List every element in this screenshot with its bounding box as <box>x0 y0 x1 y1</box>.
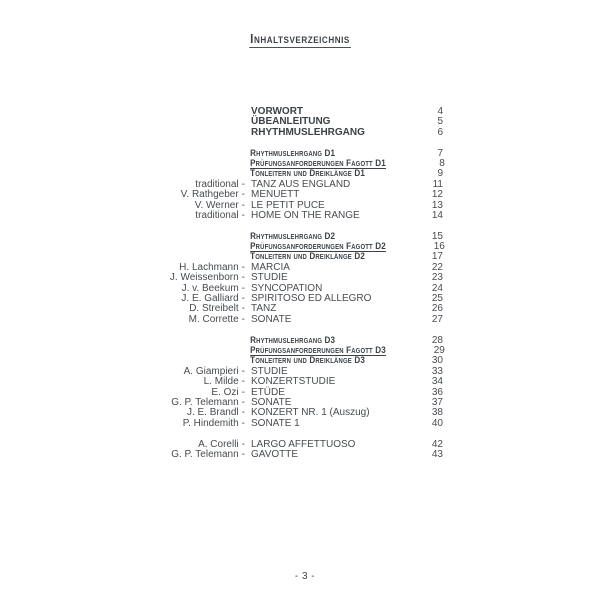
toc-page-number: 9 <box>437 168 443 180</box>
toc-row <box>150 128 443 138</box>
toc-entry-title: ÜBEANLEITUNG <box>251 116 331 128</box>
toc-entry-title: ETÜDE <box>251 386 285 398</box>
toc-row <box>150 450 443 460</box>
toc-page-number: 34 <box>431 376 443 388</box>
toc-row <box>150 377 443 387</box>
toc-list <box>150 107 443 460</box>
toc-section <box>150 149 443 222</box>
toc-page-number: 14 <box>431 209 443 221</box>
toc-composer-name: traditional <box>195 209 239 221</box>
toc-separator-dash: - <box>241 293 245 305</box>
toc-composer-name: D. Streibelt <box>189 303 239 315</box>
toc-separator-dash: - <box>241 199 245 211</box>
toc-entry-title: SPIRITOSO ED ALLEGRO <box>251 293 372 305</box>
toc-section <box>150 107 443 138</box>
toc-separator-dash: - <box>241 261 245 273</box>
toc-entry-title: HOME ON THE RANGE <box>251 209 360 221</box>
toc-separator-dash: - <box>241 178 245 190</box>
toc-composer <box>150 450 245 460</box>
toc-page-number: 25 <box>431 293 443 305</box>
toc-page-number: 38 <box>431 407 443 419</box>
toc-composer-name: L. Milde <box>203 376 239 388</box>
toc-composer-name: E. Ozi <box>211 386 239 398</box>
toc-composer <box>150 315 245 325</box>
toc-entry-title: SYNCOPATION <box>251 282 323 294</box>
toc-page-number: 36 <box>431 386 443 398</box>
toc-row <box>150 169 443 179</box>
toc-composer-name: J. E. Galliard <box>181 293 239 305</box>
toc-entry-title: STUDIE <box>251 272 288 284</box>
toc-entry-title: Rhythmuslehrgang D2 <box>250 230 336 242</box>
toc-entry-title: Tonleitern und Dreiklänge D2 <box>250 251 365 263</box>
toc-entry-title: Prüfungsanforderungen Fagott D1 <box>250 157 386 169</box>
toc-separator-dash: - <box>241 189 245 201</box>
toc-page-number: 29 <box>433 344 445 356</box>
toc-page-number: 4 <box>437 106 443 117</box>
toc-separator-dash: - <box>241 386 245 398</box>
toc-separator-dash: - <box>241 313 245 325</box>
toc-composer <box>150 211 245 221</box>
toc-separator-dash: - <box>241 438 245 450</box>
toc-separator-dash: - <box>241 303 245 315</box>
toc-composer-name: V. Rathgeber <box>180 189 239 201</box>
toc-separator-dash: - <box>241 209 245 221</box>
page-number-footer: - 3 - <box>294 571 316 582</box>
page-title: Inhaltsverzeichnis <box>250 31 350 46</box>
toc-composer-name: G. P. Telemann <box>171 396 239 408</box>
toc-page-number: 5 <box>437 116 443 128</box>
toc-entry-title: Prüfungsanforderungen Fagott D3 <box>250 344 386 356</box>
toc-page-number: 12 <box>431 189 443 201</box>
toc-page-number: 30 <box>431 355 443 367</box>
toc-page-number: 42 <box>431 438 443 450</box>
toc-separator-dash: - <box>241 407 245 419</box>
toc-entry-title: Tonleitern und Dreiklänge D3 <box>250 355 365 367</box>
toc-entry-title: SONATE 1 <box>251 417 300 429</box>
toc-page-number: 15 <box>431 230 443 242</box>
toc-entry-title: SONATE <box>251 396 292 408</box>
toc-composer-name: V. Werner <box>194 199 239 211</box>
toc-row <box>150 315 443 325</box>
toc-separator-dash: - <box>241 376 245 388</box>
toc-section <box>150 232 443 326</box>
toc-row <box>150 211 443 221</box>
toc-composer-name: M. Corrette <box>188 313 239 325</box>
toc-page-number: 8 <box>439 157 445 169</box>
toc-separator-dash: - <box>241 396 245 408</box>
toc-composer-name: P. Hindemith <box>182 417 239 429</box>
toc-entry-title: MARCIA <box>251 261 290 273</box>
toc-page-number: 40 <box>431 417 443 429</box>
toc-page-number: 11 <box>432 178 443 190</box>
toc-separator-dash: - <box>241 448 245 460</box>
toc-page-number: 17 <box>431 251 443 263</box>
toc-entry-title: Rhythmuslehrgang D1 <box>250 147 336 159</box>
toc-entry-title: STUDIE <box>251 365 288 377</box>
toc-section <box>150 440 443 461</box>
toc-section <box>150 336 443 430</box>
toc-separator-dash: - <box>241 365 245 377</box>
toc-separator-dash: - <box>241 282 245 294</box>
toc-entry-title: TANZ <box>251 303 277 315</box>
toc-composer-name: G. P. Telemann <box>171 448 239 460</box>
toc-page-number: 6 <box>437 126 443 138</box>
toc-entry-title: GAVOTTE <box>251 448 299 460</box>
toc-entry-title: Prüfungsanforderungen Fagott D2 <box>250 241 386 253</box>
toc-composer-name: A. Corelli <box>198 438 239 450</box>
toc-composer-name: A. Giampieri <box>183 365 239 377</box>
toc-page-number: 22 <box>431 261 443 273</box>
toc-composer-name: J. Weissenborn <box>169 272 239 284</box>
toc-entry-title: TANZ AUS ENGLAND <box>251 178 351 190</box>
toc-page-number: 13 <box>431 199 443 211</box>
toc-composer-name: J. v. Beekum <box>181 282 239 294</box>
toc-separator-dash: - <box>241 272 245 284</box>
toc-separator-dash: - <box>241 417 245 429</box>
toc-entry-title: Rhythmuslehrgang D3 <box>250 334 336 346</box>
toc-composer-name: J. E. Brandl <box>186 407 239 419</box>
toc-entry-title: RHYTHMUSLEHRGANG <box>251 126 365 138</box>
toc-page-number: 26 <box>431 303 443 315</box>
toc-page-number: 37 <box>431 396 443 408</box>
toc-row <box>150 419 443 429</box>
toc-page-number: 33 <box>431 365 443 377</box>
toc-entry-title: SONATE <box>251 313 292 325</box>
toc-page-number: 28 <box>431 334 443 346</box>
toc-entry-title: KONZERT NR. 1 (Auszug) <box>251 407 370 419</box>
toc-page-number: 23 <box>431 272 443 284</box>
toc-entry-title: VORWORT <box>251 106 304 117</box>
toc-entry-title: Tonleitern und Dreiklänge D1 <box>250 168 365 180</box>
toc-page-number: 27 <box>431 313 443 325</box>
toc-entry-title: KONZERTSTUDIE <box>251 376 336 388</box>
toc-entry-title: LE PETIT PUCE <box>251 199 325 211</box>
toc-composer-name: traditional <box>195 178 239 190</box>
toc-entry-title: MENUETT <box>251 189 300 201</box>
toc-page-number: 24 <box>431 282 443 294</box>
toc-page-number: 43 <box>431 448 443 460</box>
toc-page-number: 16 <box>433 241 445 253</box>
toc-composer-name: H. Lachmann <box>179 261 239 273</box>
toc-composer <box>150 419 245 429</box>
toc-page-number: 7 <box>437 147 443 159</box>
toc-entry-title: LARGO AFFETTUOSO <box>251 438 356 450</box>
